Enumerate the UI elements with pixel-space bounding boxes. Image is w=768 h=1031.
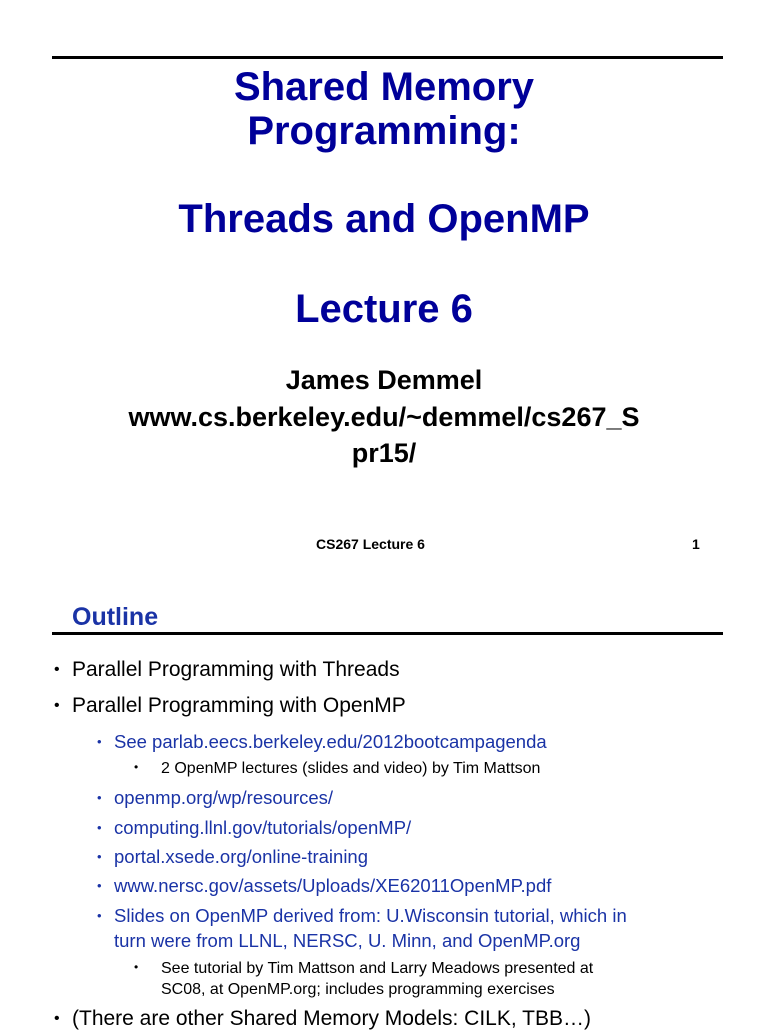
bullet-dot-icon: •: [97, 878, 102, 893]
bullet-dot-icon: •: [54, 661, 60, 678]
bullet-threads: • Parallel Programming with Threads: [54, 658, 400, 681]
lecture-number: Lecture 6: [295, 287, 473, 331]
top-rule: [52, 56, 723, 59]
link-llnl-tutorial[interactable]: • computing.llnl.gov/tutorials/openMP/: [97, 817, 412, 838]
bullet-dot-icon: •: [97, 908, 102, 923]
bullet-dot-icon: •: [54, 1010, 60, 1027]
footer-page-number: 1: [692, 536, 700, 552]
bullet-dot-icon: •: [54, 697, 60, 714]
bullet-dot-icon: •: [134, 760, 139, 774]
subsub-bullet-tutorial: • See tutorial by Tim Mattson and Larry Meadows presented at SC08, at OpenMP.org; includes programming exercises: [134, 957, 593, 1000]
link-nersc-pdf[interactable]: • www.nersc.gov/assets/Uploads/XE62011OpenMP.pdf: [97, 875, 552, 896]
slide-subtitle: Threads and OpenMP: [178, 197, 590, 241]
outline-heading: Outline: [72, 603, 159, 631]
footer-course: CS267 Lecture 6: [316, 536, 425, 552]
title-line-1: Shared Memory: [233, 65, 535, 109]
bullet-dot-icon: •: [97, 734, 102, 749]
course-url-line-1[interactable]: www.cs.berkeley.edu/~demmel/cs267_S: [128, 402, 640, 432]
link-xsede-training[interactable]: • portal.xsede.org/online-training: [97, 846, 369, 867]
author-name: James Demmel: [285, 365, 483, 395]
bullet-dot-icon: •: [97, 820, 102, 835]
bullet-dot-icon: •: [97, 790, 102, 805]
bullet-other-models: • (There are other Shared Memory Models: CILK, TBB…): [54, 1007, 591, 1030]
link-openmp-resources[interactable]: • openmp.org/wp/resources/: [97, 787, 334, 808]
bullet-dot-icon: •: [134, 960, 139, 974]
subsub-bullet-mattson-lectures: • 2 OpenMP lectures (slides and video) by Tim Mattson: [134, 757, 540, 779]
bullet-openmp: • Parallel Programming with OpenMP: [54, 694, 406, 717]
course-url-line-2[interactable]: pr15/: [351, 438, 417, 468]
sub-bullet-see-parlab[interactable]: • See parlab.eecs.berkeley.edu/2012bootcampagenda: [97, 731, 547, 752]
sub-bullet-slides-derived: • Slides on OpenMP derived from: U.Wisconsin tutorial, which in turn were from LLNL, NERSC, U. Minn, and OpenMP.org: [97, 905, 627, 951]
heading-rule: [52, 632, 723, 635]
title-line-2: Programming:: [247, 109, 521, 153]
bullet-dot-icon: •: [97, 849, 102, 864]
